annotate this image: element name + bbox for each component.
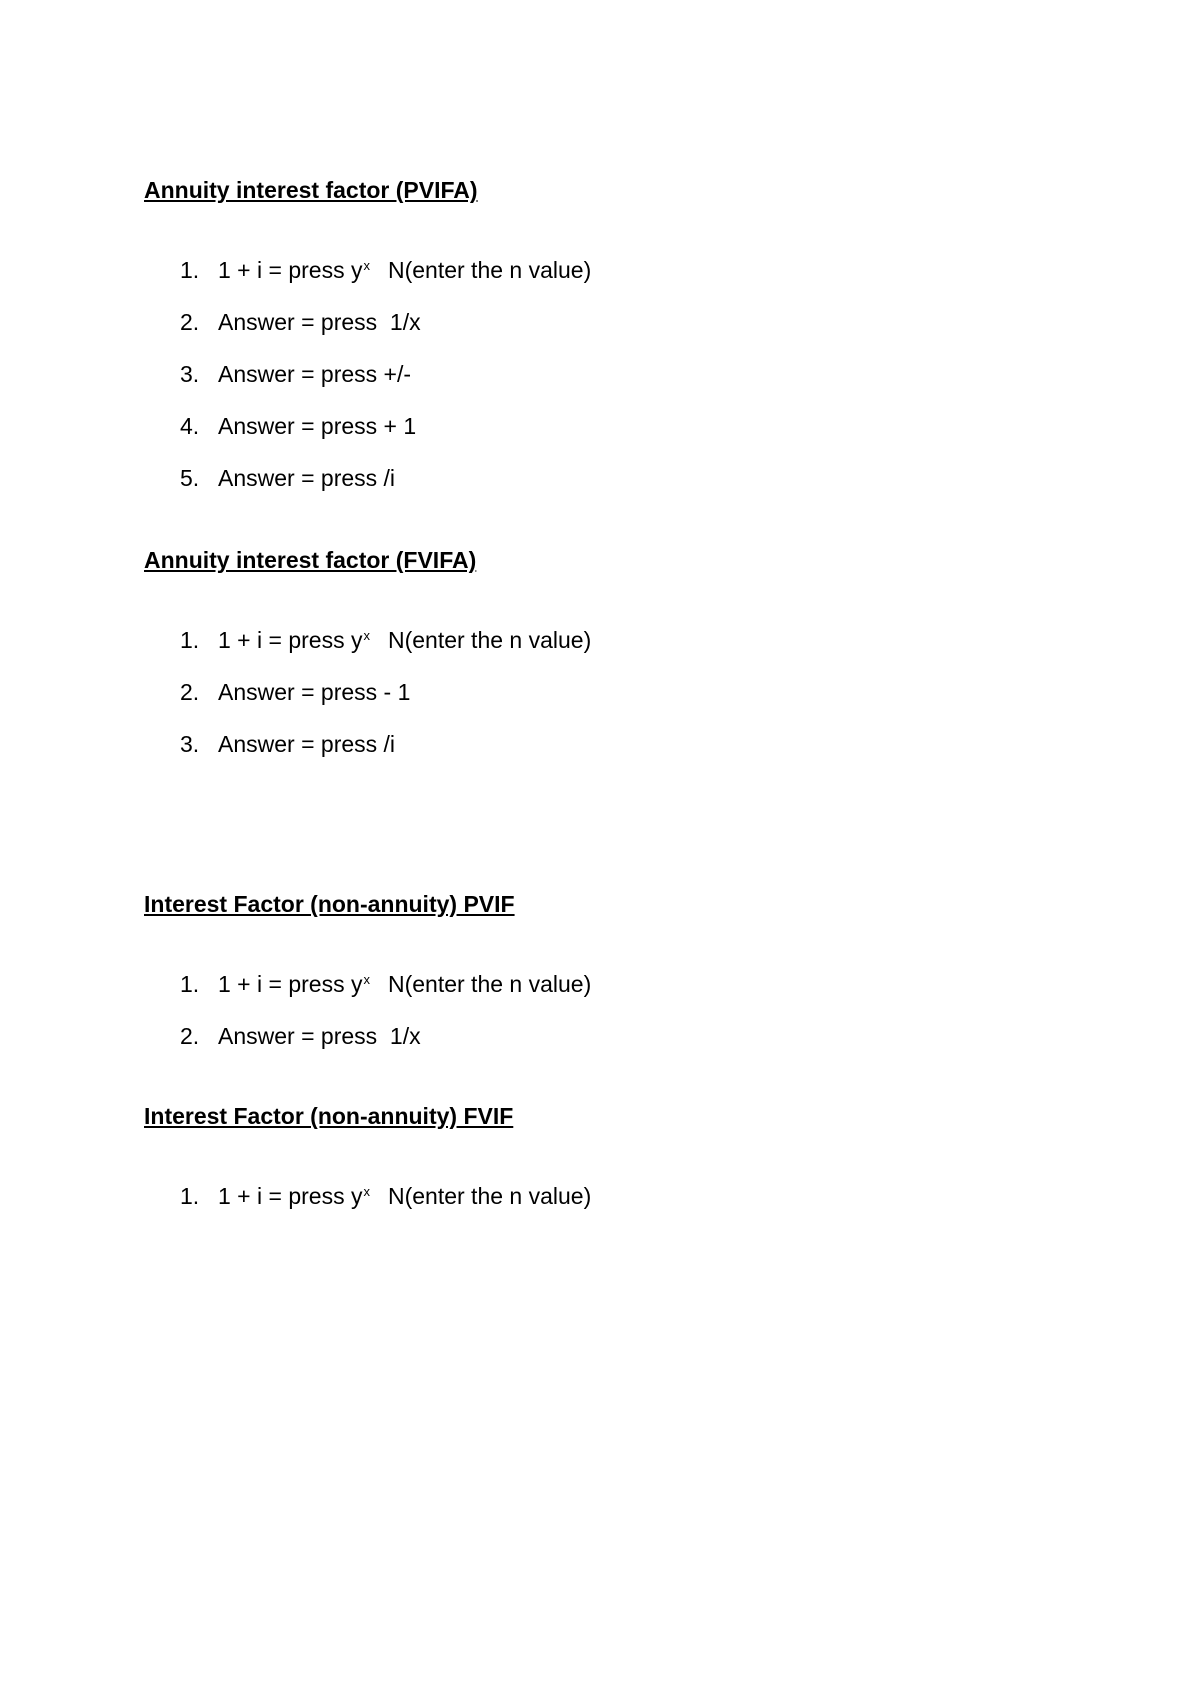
step-text: Answer = press - 1	[218, 679, 411, 705]
list-item	[144, 729, 1044, 781]
step-number: 1.	[180, 1183, 200, 1209]
step-superscript: x	[363, 1184, 370, 1199]
step-text: Answer = press 1/x	[218, 1023, 421, 1049]
section-heading: Annuity interest factor (PVIFA)	[144, 177, 478, 203]
step-number: 3.	[180, 731, 200, 757]
section-fvifa	[144, 545, 1044, 781]
section-pvifa	[144, 175, 1044, 515]
step-superscript: x	[363, 258, 370, 273]
section-heading: Annuity interest factor (FVIFA)	[144, 547, 477, 573]
step-number: 3.	[180, 361, 200, 387]
list-item	[144, 1181, 1044, 1233]
step-text: Answer = press 1/x	[218, 309, 421, 335]
section-heading: Interest Factor (non-annuity) FVIF	[144, 1103, 514, 1129]
section-fvif	[144, 1101, 1044, 1233]
step-number: 1.	[180, 627, 200, 653]
step-text-post: N(enter the n value)	[387, 257, 592, 283]
step-text-post: N(enter the n value)	[387, 1183, 592, 1209]
step-number: 2.	[180, 309, 200, 335]
step-text: 1 + i = press y	[218, 257, 363, 283]
list-item	[144, 1021, 1044, 1073]
steps-list	[144, 255, 1044, 515]
step-text: 1 + i = press y	[218, 971, 363, 997]
list-item	[144, 677, 1044, 729]
list-item	[144, 625, 1044, 677]
step-text: Answer = press /i	[218, 465, 396, 491]
steps-list	[144, 969, 1044, 1073]
step-number: 4.	[180, 413, 200, 439]
step-text: Answer = press +/-	[218, 361, 412, 387]
step-text-post: N(enter the n value)	[387, 971, 592, 997]
step-text: 1 + i = press y	[218, 627, 363, 653]
step-text-post: N(enter the n value)	[387, 627, 592, 653]
steps-list	[144, 625, 1044, 781]
list-item	[144, 255, 1044, 307]
step-number: 1.	[180, 257, 200, 283]
step-superscript: x	[363, 972, 370, 987]
list-item	[144, 463, 1044, 515]
steps-list	[144, 1181, 1044, 1233]
list-item	[144, 359, 1044, 411]
step-number: 2.	[180, 1023, 200, 1049]
step-superscript: x	[363, 628, 370, 643]
list-item	[144, 411, 1044, 463]
step-text: Answer = press + 1	[218, 413, 417, 439]
section-pvif	[144, 889, 1044, 1073]
step-number: 2.	[180, 679, 200, 705]
list-item	[144, 307, 1044, 359]
list-item	[144, 969, 1044, 1021]
step-text: 1 + i = press y	[218, 1183, 363, 1209]
section-heading: Interest Factor (non-annuity) PVIF	[144, 891, 515, 917]
step-number: 1.	[180, 971, 200, 997]
step-number: 5.	[180, 465, 200, 491]
step-text: Answer = press /i	[218, 731, 396, 757]
